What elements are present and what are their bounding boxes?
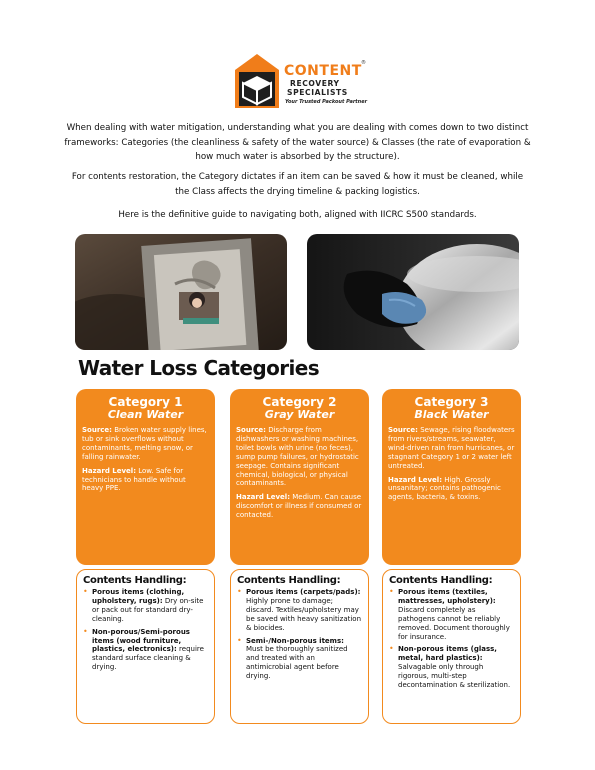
category-source: [388, 426, 515, 471]
bullet-icon: •: [83, 626, 88, 636]
hazard-text: High. Grossly unsanitary; contains pathogenic agents, bacteria, & toxins.: [388, 475, 501, 502]
bullet-icon: •: [389, 644, 394, 654]
handling-item-text: Salvagable only through rigorous, multi-step decontamination & sterilization.: [398, 663, 511, 690]
source-label: Source:: [236, 426, 266, 434]
bullet-icon: •: [237, 635, 242, 645]
bullet-icon: •: [83, 587, 88, 596]
category-source: [82, 426, 209, 462]
logo-line-recovery: RECOVERY: [290, 79, 340, 88]
handling-title: Contents Handling:: [389, 575, 493, 586]
category-hazard: [82, 467, 209, 494]
handling-item-text: Highly prone to damage; discard. Textiles/upholstery may be saved with heavy sanitization & biocides.: [246, 596, 362, 632]
category-title: Category 3: [414, 395, 489, 409]
handling-item-text: Discard completely as pathogens cannot be reliably removed. Document thoroughly for insurance.: [398, 605, 510, 641]
hazard-text: Medium. Can cause discomfort or illness if consumed or contacted.: [236, 493, 362, 520]
hazard-label: Hazard Level:: [388, 475, 442, 484]
category-hazard: [236, 493, 363, 520]
handling-item-text: Must be thoroughly sanitized and treated with an antimicrobial agent before drying.: [246, 645, 348, 681]
handling-item: [389, 588, 514, 641]
category-2-card: [230, 389, 369, 565]
source-label: Source:: [82, 426, 112, 434]
category-subtitle: Gray Water: [264, 408, 335, 421]
category-3-card: [382, 389, 521, 565]
handling-item-text: require standard surface cleaning & drying.: [92, 645, 204, 672]
company-logo: [233, 52, 373, 110]
handling-item: [237, 637, 362, 682]
hazard-label: Hazard Level:: [236, 493, 290, 502]
source-text: Broken water supply lines, tub or sink overflows without contaminants, melting snow, or falling rainwater.: [82, 426, 207, 461]
intro-paragraph-2: For contents restoration, the Category dictates if an item can be saved & how it must be cleaned, while the Class affects the drying timeline & packing logistics.: [71, 172, 524, 197]
handling-item: [83, 588, 208, 624]
section-title: Water Loss Categories: [78, 356, 319, 380]
handling-item: [389, 645, 514, 690]
source-text: Sewage, rising floodwaters from rivers/streams, seawater, wind-driven rain from hurricanes, or stagnant Category 1 or 2 water left untreated.: [388, 426, 515, 470]
gloved-hand-cleaning-pot-image: [307, 234, 519, 350]
handling-item-label: Non-porous/Semi-porous items (wood furniture, plastics, electronics):: [92, 627, 190, 654]
handling-item: [237, 588, 362, 633]
hazard-text: Low. Safe for technicians to handle without heavy PPE.: [82, 466, 186, 493]
handling-item-label: Semi-/Non-porous items:: [246, 636, 344, 645]
bullet-icon: •: [389, 587, 394, 596]
handling-item-label: Porous items (carpets/pads):: [246, 588, 361, 596]
handling-title: Contents Handling:: [237, 575, 341, 586]
source-label: Source:: [388, 426, 418, 434]
intro-paragraph-1: When dealing with water mitigation, understanding what you are dealing with comes down to two distinct frameworks: Categories (the cleanliness & safety of the water source) & Classes (the rate of evaporation & how much water is absorbed by the structure).: [64, 123, 531, 162]
logo-line-specialists: SPECIALISTS: [287, 88, 348, 97]
category-3-handling-card: [382, 569, 521, 724]
handling-title: Contents Handling:: [83, 575, 187, 586]
category-hazard: [388, 476, 515, 503]
category-1-card: [76, 389, 215, 565]
category-subtitle: Clean Water: [107, 408, 184, 421]
handling-item-label: Non-porous items (glass, metal, hard plastics):: [398, 645, 497, 663]
bullet-icon: •: [237, 587, 242, 596]
logo-tagline: Your Trusted Packout Partner: [285, 99, 368, 105]
category-subtitle: Black Water: [414, 408, 489, 421]
category-title: Category 2: [262, 395, 337, 409]
handling-item-text: Dry on-site or pack out for standard dry-cleaning.: [92, 596, 204, 623]
category-title: Category 1: [108, 395, 183, 409]
box-house-icon: [233, 52, 281, 110]
handling-item-label: Porous items (clothing, upholstery, rugs):: [92, 588, 185, 605]
category-1-handling-card: [76, 569, 215, 724]
logo-registered-mark: ®: [361, 60, 366, 66]
handling-item-label: Porous items (textiles, mattresses, upholstery):: [398, 588, 496, 605]
handling-item: [83, 628, 208, 673]
category-2-handling-card: [230, 569, 369, 724]
logo-title: CONTENT: [284, 63, 362, 79]
water-damaged-photo-frame-image: [75, 234, 287, 350]
category-source: [236, 426, 363, 488]
intro-paragraph-3: Here is the definitive guide to navigating both, aligned with IICRC S500 standards.: [118, 210, 477, 220]
hazard-label: Hazard Level:: [82, 466, 136, 475]
source-text: Discharge from dishwashers or washing machines, toilet bowls with urine (no feces), sump pump failures, or hydrostatic seepage. Contains significant chemical, biological, or physical contaminants.: [236, 426, 359, 488]
